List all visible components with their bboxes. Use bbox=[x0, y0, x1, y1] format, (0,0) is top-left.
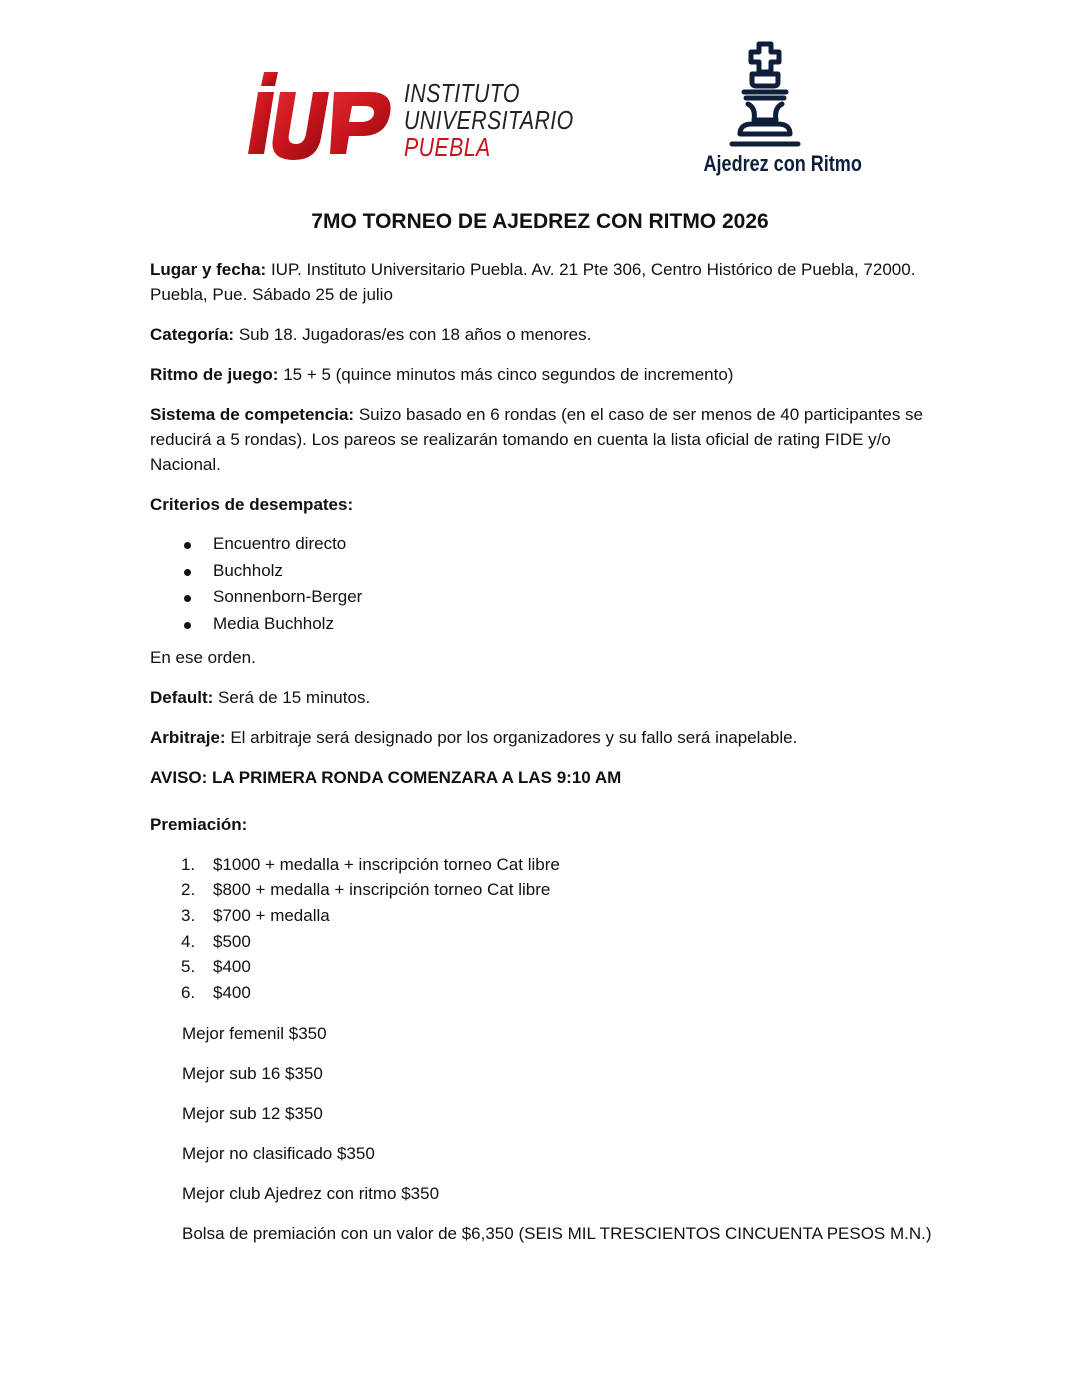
criterios-label: Criterios de desempates: bbox=[150, 495, 354, 514]
iup-wordmark bbox=[404, 80, 574, 161]
sistema-label: Sistema de competencia: bbox=[150, 405, 355, 424]
ritmo-text: 15 + 5 (quince minutos más cinco segundos de incremento) bbox=[283, 365, 734, 384]
categoria-text: Sub 18. Jugadoras/es con 18 años o menores. bbox=[238, 325, 592, 344]
list-item bbox=[150, 852, 930, 878]
prize-number: 1. bbox=[181, 854, 196, 874]
sistema-text: Suizo basado en 6 rondas (en el caso de ser menos de 40 participantes se reducirá a 5 rondas). Los pareos se realizarán tomando en cuenta la lista oficial de rating FIDE y/o Nacional. bbox=[150, 405, 923, 474]
list-item bbox=[150, 980, 930, 1006]
list-item bbox=[150, 954, 930, 980]
premiacion-label: Premiación: bbox=[150, 814, 248, 834]
aviso-paragraph bbox=[150, 765, 930, 790]
page-title: 7MO TORNEO DE AJEDREZ CON RITMO 2026 bbox=[311, 210, 769, 233]
special-prizes bbox=[150, 1021, 930, 1261]
lugar-label: Lugar y fecha: bbox=[150, 260, 267, 279]
categoria-paragraph bbox=[150, 322, 930, 347]
sistema-paragraph bbox=[150, 402, 930, 477]
iup-logo bbox=[244, 66, 574, 170]
prize-text: $1000 + medalla + inscripción torneo Cat libre bbox=[213, 854, 560, 874]
list-item: Encuentro directo bbox=[150, 531, 930, 558]
prize-number: 2. bbox=[181, 880, 196, 900]
default-paragraph bbox=[150, 685, 930, 710]
special-prize: Mejor sub 12 $350 bbox=[182, 1104, 323, 1124]
prize-text: $700 + medalla bbox=[213, 905, 330, 925]
prize-text: $500 bbox=[213, 931, 251, 951]
prize-number: 5. bbox=[181, 957, 196, 977]
prize-number: 3. bbox=[181, 905, 196, 925]
iup-line-universitario: UNIVERSITARIO bbox=[404, 105, 574, 135]
premiacion-heading bbox=[150, 812, 930, 837]
chess-logo-caption: Ajedrez con Ritmo bbox=[703, 151, 862, 176]
aviso-text: AVISO: LA PRIMERA RONDA COMENZARA A LAS 9:10 AM bbox=[150, 767, 622, 787]
list-item bbox=[150, 877, 930, 903]
ritmo-label: Ritmo de juego: bbox=[150, 365, 279, 384]
prize-text: $400 bbox=[213, 982, 251, 1002]
prize-number: 4. bbox=[181, 931, 196, 951]
prize-text: $400 bbox=[213, 957, 251, 977]
criterios-heading bbox=[150, 492, 930, 517]
prize-list bbox=[150, 852, 930, 1006]
arbitraje-paragraph bbox=[150, 725, 930, 750]
iup-mark-icon bbox=[244, 66, 404, 166]
lugar-text: IUP. Instituto Universitario Puebla. Av. 21 Pte 306, Centro Histórico de Puebla, 72000. Puebla, Pue. Sábado 25 de julio bbox=[150, 260, 916, 304]
arbitraje-text: El arbitraje será designado por los organizadores y su fallo será inapelable. bbox=[230, 727, 798, 747]
special-prize: Mejor club Ajedrez con ritmo $350 bbox=[182, 1184, 440, 1204]
list-item bbox=[150, 903, 930, 929]
categoria-label: Categoría: bbox=[150, 325, 235, 344]
iup-line-puebla: PUEBLA bbox=[404, 132, 491, 162]
iup-line-instituto: INSTITUTO bbox=[404, 78, 520, 108]
list-item: Buchholz bbox=[150, 558, 930, 585]
special-prize: Mejor sub 16 $350 bbox=[182, 1064, 323, 1084]
prize-text: $800 + medalla + inscripción torneo Cat libre bbox=[213, 880, 551, 900]
lugar-paragraph bbox=[150, 257, 930, 307]
default-text: Será de 15 minutos. bbox=[218, 687, 371, 707]
chess-king-icon bbox=[726, 38, 804, 150]
list-item: Media Buchholz bbox=[150, 611, 930, 638]
list-item: Sonnenborn-Berger bbox=[150, 584, 930, 611]
default-label: Default: bbox=[150, 687, 214, 707]
tiebreak-list bbox=[150, 531, 930, 638]
prize-number: 6. bbox=[181, 982, 196, 1002]
ritmo-paragraph bbox=[150, 362, 930, 387]
special-prize: Mejor no clasificado $350 bbox=[182, 1144, 375, 1164]
criterios-note: En ese orden. bbox=[150, 647, 256, 667]
arbitraje-label: Arbitraje: bbox=[150, 727, 226, 747]
flyer-body bbox=[150, 257, 930, 1261]
ajedrez-con-ritmo-logo bbox=[690, 38, 862, 183]
special-prize: Mejor femenil $350 bbox=[182, 1024, 327, 1044]
list-item bbox=[150, 929, 930, 955]
prize-pool: Bolsa de premiación con un valor de $6,350 (SEIS MIL TRESCIENTOS CINCUENTA PESOS M.N.) bbox=[182, 1224, 932, 1244]
